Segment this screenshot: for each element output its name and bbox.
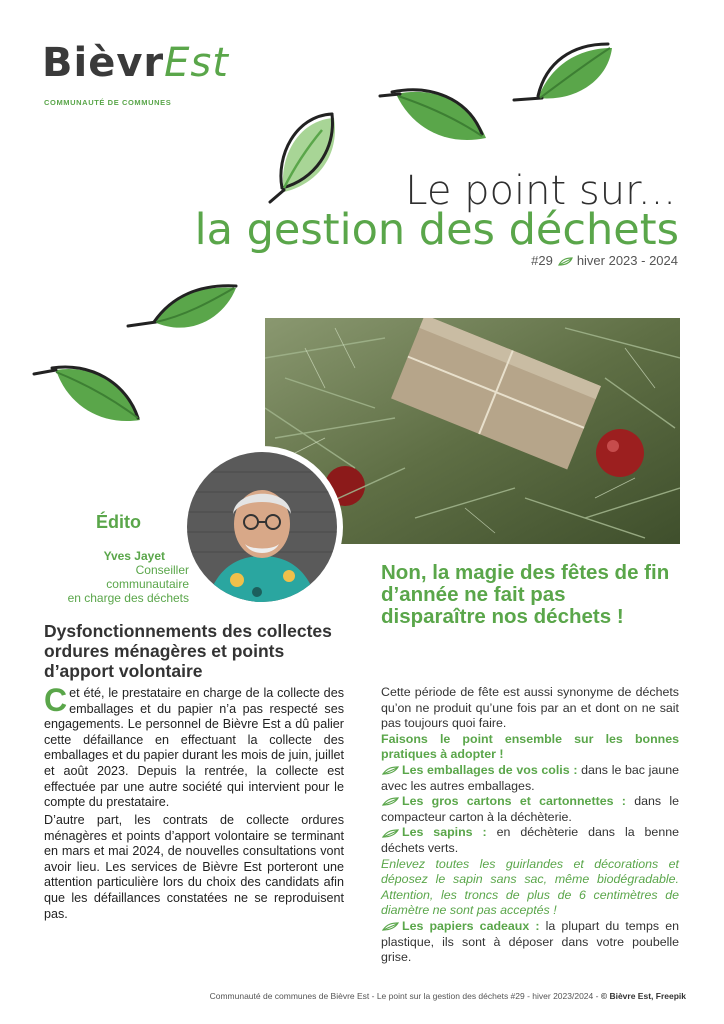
leaf-icon <box>32 360 144 426</box>
edito-author-name: Yves Jayet <box>103 549 165 563</box>
leaf-icon <box>378 80 490 150</box>
left-article-heading: Dysfonctionnements des collectes ordures ménagères et points d’apport volontaire <box>44 621 332 681</box>
list-item: Les gros cartons et cartonnettes : dans le compacteur carton à la déchèterie. <box>381 794 679 824</box>
small-leaf-icon <box>381 922 399 931</box>
footer-credit: © Bièvre Est, Freepik <box>600 991 686 1001</box>
left-article-paragraph-2: D’autre part, les contrats de collecte ordures ménagères et points d’apport volontaire se terminant en mars et mai 2024, de nouvelles consultations vont avoir lieu. Les services de Bièvre Est porteront une attention particulière lors du choix des candidats afin que les défaillances constatées ne se reproduisent pas. <box>44 813 344 921</box>
list-item: Les papiers cadeaux : la plupart du temps en plastique, ils sont à déposer dans votre poubelle grise. <box>381 918 679 965</box>
right-lead: Faisons le point ensemble sur les bonnes pratiques à adopter ! <box>381 731 679 762</box>
small-leaf-icon <box>381 766 399 775</box>
leaf-icon <box>124 282 240 344</box>
issue-season: hiver 2023 - 2024 <box>576 253 678 268</box>
page-footer: Communauté de communes de Bièvre Est - Le point sur la gestion des déchets #29 - hiver 2023/2024 - © Bièvre Est, Freepik <box>209 991 686 1001</box>
list-item: Les emballages de vos colis : dans le bac jaune avec les autres emballages. <box>381 762 680 793</box>
logo-word-part2: Est <box>164 40 229 86</box>
small-leaf-icon <box>381 829 399 838</box>
right-article-heading: Non, la magie des fêtes de fin d’année ne fait pas disparaître nos déchets ! <box>381 561 670 628</box>
list-item: Les sapins : en déchèterie dans la benne déchets verts. <box>381 825 680 855</box>
sapin-note: Enlevez toutes les guirlandes et décorations et déposez le sapin sans sac, même biodégradable. Attention, les troncs de plus de 6 centimètres de diamètre ne sont pas acceptés ! <box>381 856 679 918</box>
right-article-body <box>381 685 679 966</box>
small-leaf-icon <box>557 257 573 266</box>
logo-subtitle: COMMUNAUTÉ DE COMMUNES <box>44 98 172 107</box>
left-article-paragraph-1: Cet été, le prestataire en charge de la collecte des emballages et du papier n’a pas respecté ses engagements. Le personnel de Bièvre Est a dû palier cette défaillance en effectuant la collecte des emballages et du papier durant les mois de juin, juillet et août 2023. Depuis la rentrée, la collecte est effectuée par une autre société qui intervient pour le compte du prestataire. <box>44 682 344 810</box>
page-title-line1: Le point sur... <box>405 168 676 214</box>
leaf-icon <box>262 110 347 205</box>
edito-heading: Édito <box>96 512 141 532</box>
edito-author-role: Conseiller communautaire en charge des déchets <box>67 563 189 605</box>
issue-info <box>531 253 678 268</box>
leaf-icon <box>512 40 618 112</box>
portrait-photo <box>181 446 343 608</box>
small-leaf-icon <box>381 797 399 806</box>
bievre-est-logo <box>42 40 252 115</box>
drop-cap: C <box>44 682 68 718</box>
logo-word-part1: Bièvr <box>42 40 165 86</box>
right-intro: Cette période de fête est aussi synonyme de déchets qu’on ne produit qu’une fois par an et dont on ne sait pas toujours quoi faire. <box>381 685 679 731</box>
issue-number: #29 <box>531 253 553 268</box>
page-title-line2: la gestion des déchets <box>194 205 679 255</box>
